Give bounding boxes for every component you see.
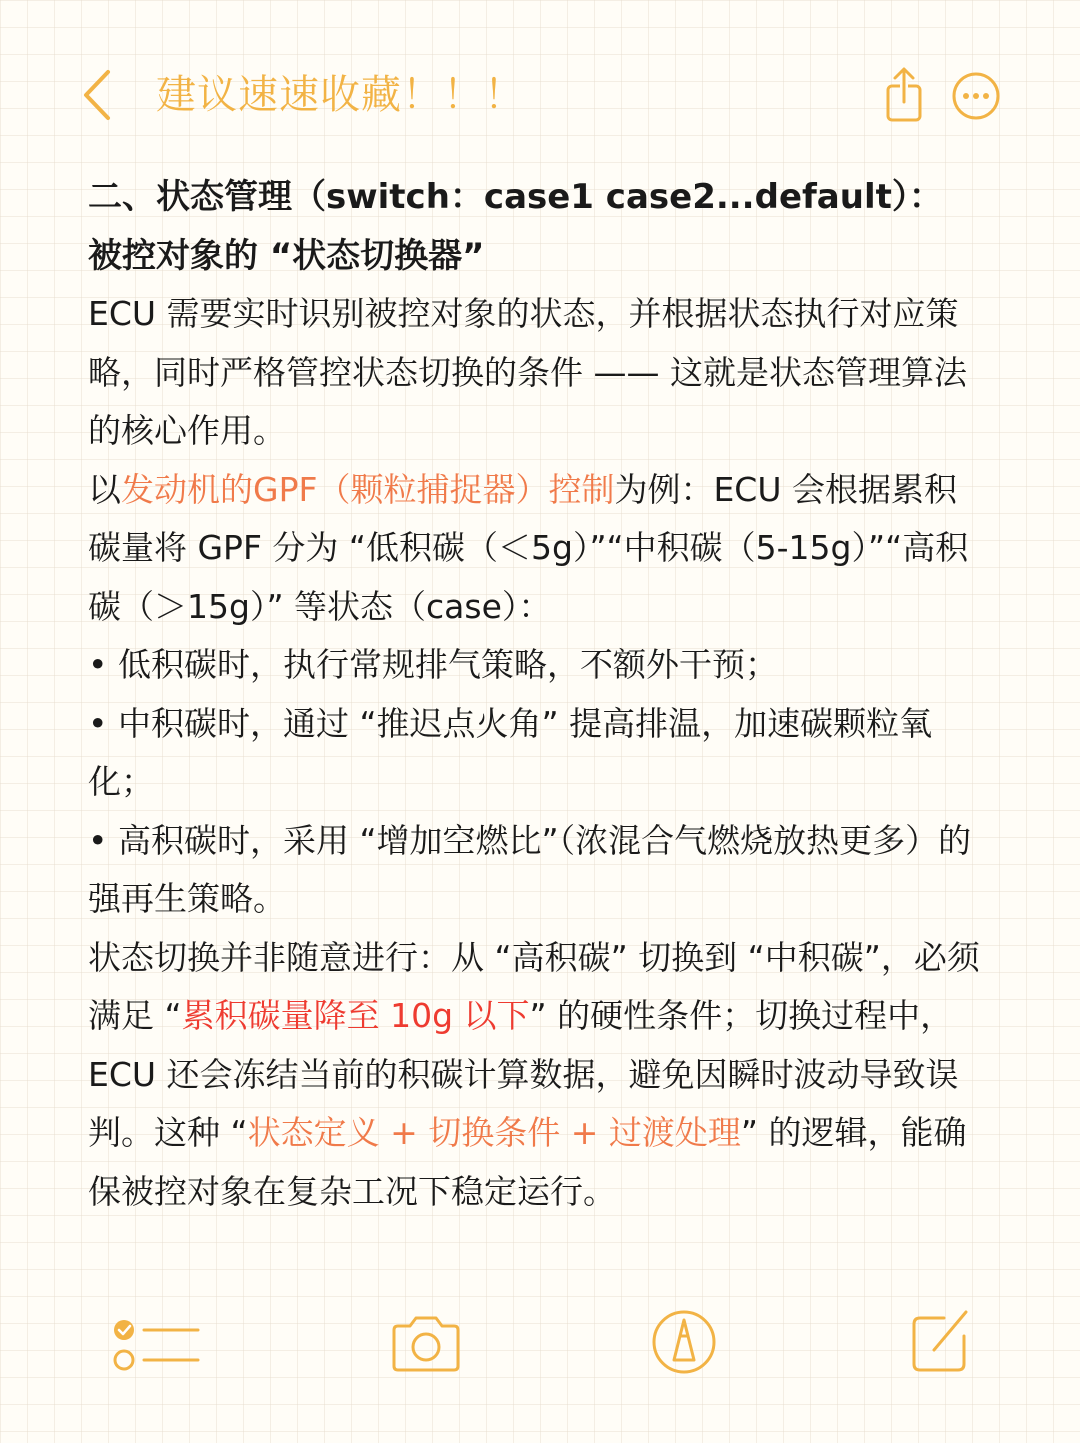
note-title: 建议速速收藏！！！	[156, 72, 525, 118]
section-heading	[88, 168, 988, 285]
example-prefix: 以	[88, 469, 121, 509]
compose-icon	[910, 1308, 970, 1372]
share-button[interactable]	[878, 64, 932, 124]
markup-button[interactable]	[650, 1308, 718, 1376]
heading-line-1: 二、状态管理（switch：case1 case2...default）：	[88, 177, 943, 217]
camera-icon	[388, 1312, 464, 1374]
more-options-icon	[950, 70, 1002, 122]
switch-text-3: ” 的逻辑，能确保被控对象在复杂工况下稳定运行。	[88, 1113, 967, 1211]
example-highlight: 发动机的GPF（颗粒捕捉器）控制	[121, 469, 615, 509]
navigation-bar	[0, 0, 1080, 190]
heading-line-2: 被控对象的 “状态切换器”	[88, 235, 485, 276]
switch-paragraph	[88, 929, 988, 1222]
example-suffix: 为例：ECU 会根据累积碳量将 GPF 分为 “低积碳（＜5g）”“中积碳（5-15g）”“高积碳（＞15g）” 等状态（case）：	[88, 469, 969, 626]
back-button[interactable]	[72, 62, 136, 126]
chevron-left-icon	[72, 62, 136, 126]
switch-highlight-condition: 累积碳量降至 10g 以下	[181, 996, 530, 1035]
switch-text-2: ” 的硬性条件；切换过程中，ECU 还会冻结当前的积碳计算数据，避免因瞬时波动导致误判。这种 “	[88, 996, 959, 1152]
bottom-toolbar	[0, 1300, 1080, 1390]
example-paragraph	[88, 461, 988, 637]
checklist-button[interactable]	[110, 1312, 202, 1376]
checklist-icon	[110, 1312, 202, 1376]
bullet-low-carbon: • 低积碳时，执行常规排气策略，不额外干预；	[88, 645, 778, 684]
more-options-button[interactable]	[950, 70, 1002, 122]
markup-pen-icon	[650, 1308, 718, 1376]
intro-paragraph: ECU 需要实时识别被控对象的状态，并根据状态执行对应策略，同时严格管控状态切换的条件 —— 这就是状态管理算法的核心作用。	[88, 294, 967, 450]
share-icon	[878, 64, 932, 124]
note-body[interactable]	[88, 168, 988, 1221]
switch-highlight-logic: 状态定义 + 切换条件 + 过渡处理	[247, 1113, 741, 1152]
bullet-high-carbon: • 高积碳时，采用 “增加空燃比”（浓混合气燃烧放热更多）的强再生策略。	[88, 820, 972, 918]
bullet-mid-carbon: • 中积碳时，通过 “推迟点火角” 提高排温，加速碳颗粒氧化；	[88, 703, 933, 801]
camera-button[interactable]	[388, 1312, 464, 1374]
switch-text-1: 状态切换并非随意进行：从 “高积碳” 切换到 “中积碳”，必须满足 “	[88, 937, 980, 1035]
compose-button[interactable]	[910, 1308, 970, 1372]
